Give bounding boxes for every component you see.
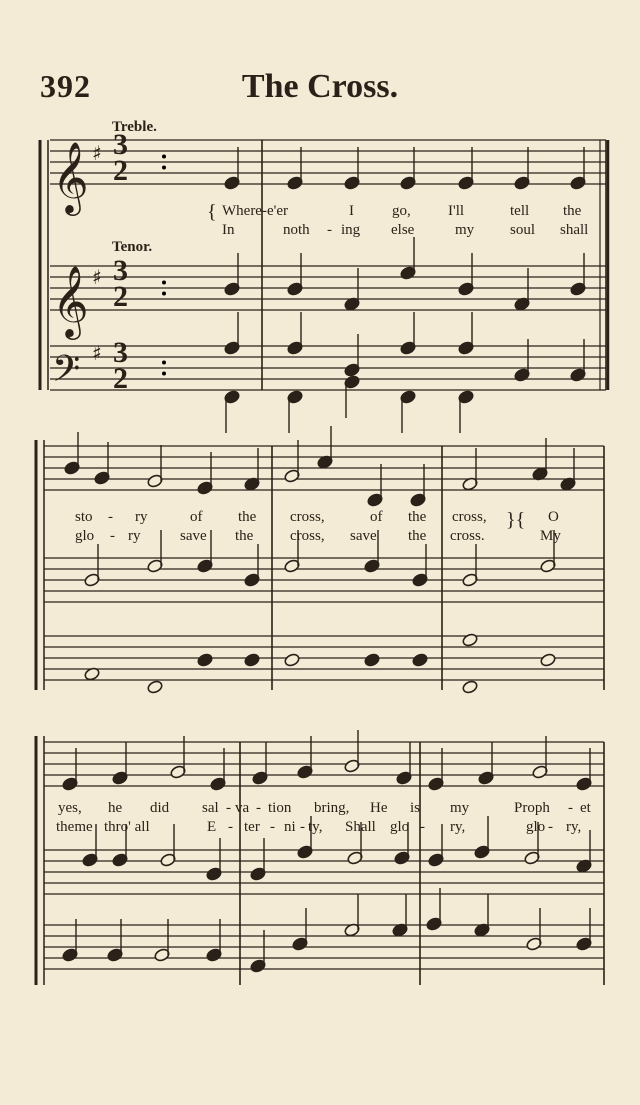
lyric-word: In [222,222,235,238]
note [462,633,479,648]
lyric-word: I [349,203,354,219]
lyric-word: shall [560,222,589,238]
lyric-word: ty, [308,819,323,835]
lyric-word: glo [75,528,95,544]
lyric-word: - [327,222,332,238]
lyric-word: sal [202,800,219,816]
lyric-word: the [408,528,427,544]
lyric-word: my [455,222,475,238]
lyric-word: - [300,819,305,835]
sharp-sign: ♯ [92,341,102,365]
treble-clef: 𝄞 [52,140,89,213]
lyric-word: Shall [345,819,376,835]
decorations [52,140,166,399]
treble-label: Treble. [112,119,157,135]
note [540,653,557,668]
lyrics-s2-line2 [0,528,640,546]
page-title: The Cross. [241,68,399,105]
note [147,680,164,695]
lyric-word: save [180,528,207,544]
lyric-word: the [238,509,257,525]
lyric-word: O [548,509,559,525]
lyric-word: the [563,203,582,219]
note [284,653,301,668]
lyric-word: cross, [290,509,325,525]
lyric-word: Proph [514,800,550,816]
lyric-word: - [548,819,553,835]
lyric-word: cross. [450,528,485,544]
lyric-word: tion [268,800,292,816]
sharp-sign: ♯ [92,265,102,289]
repeat-dot [162,281,166,285]
lyric-word: ry, [450,819,466,835]
lyric-word: et [580,800,591,816]
repeat-dot [162,372,166,376]
lyrics-s1-line2 [0,222,640,240]
repeat-dot [162,155,166,159]
time-sig-treble: 3 2 [113,128,128,187]
lyric-word: yes, [58,800,82,816]
lyric-word: - [270,819,275,835]
bass-clef: 𝄢 [52,348,81,399]
time-sig-bass: 3 2 [113,336,128,395]
sharp-sign: ♯ [92,141,102,165]
lyrics-s3-line1 [0,800,640,818]
lyric-word: My [540,528,561,544]
lyric-word: Where-e'er [222,203,288,219]
lyric-word: - [226,800,231,816]
lyric-word: tell [510,203,530,219]
time-sig-tenor: 3 2 [113,254,128,313]
lyric-word: - [108,509,113,525]
lyric-word: glo [526,819,546,835]
lyric-brace: { [207,201,217,223]
lyric-word: ter [244,819,260,835]
note [197,653,214,668]
note [462,680,479,695]
treble-clef: 𝄞 [52,264,89,337]
lyric-word: thro' all [104,819,150,835]
tenor-label: Tenor. [112,239,153,255]
lyric-word: else [391,222,415,238]
note [364,653,381,668]
lyric-word: ry [128,528,141,544]
note [244,653,261,668]
lyric-word: va [235,800,250,816]
lyric-word: - [420,819,425,835]
lyric-word: - [568,800,573,816]
lyric-word: noth [283,222,310,238]
lyric-word: ry, [566,819,582,835]
lyric-word: soul [510,222,536,238]
lyric-word: ni [284,819,296,835]
lyric-word: theme [56,819,93,835]
repeat-dot [162,292,166,296]
lyrics-s1-line1 [0,203,640,221]
note [412,653,429,668]
page-number: 392 [40,68,91,104]
lyric-word: cross, [452,509,487,525]
lyric-word: is [410,800,421,816]
lyric-word: the [235,528,254,544]
lyric-word: he [108,800,123,816]
repeat-dot [162,166,166,170]
lyric-word: of [190,509,203,525]
lyric-word: I'll [448,203,465,219]
lyric-word: ing [341,222,361,238]
lyric-word: sto [75,509,93,525]
lyric-brace: }{ [506,509,526,531]
lyric-word: - [256,800,261,816]
lyric-word: - [228,819,233,835]
repeat-dot [162,361,166,365]
lyric-word: did [150,800,170,816]
lyric-word: ry [135,509,148,525]
lyric-word: He [370,800,388,816]
lyrics-s3-line2 [0,819,640,837]
lyric-word: of [370,509,383,525]
lyric-word: - [110,528,115,544]
lyric-word: the [408,509,427,525]
lyrics-s2-line1 [0,509,640,527]
lyric-word: go, [392,203,411,219]
lyric-word: save [350,528,377,544]
lyric-word: my [450,800,470,816]
lyric-word: bring, [314,800,350,816]
lyric-word: E [207,819,217,835]
lyric-word: glo [390,819,410,835]
lyric-word: cross, [290,528,325,544]
